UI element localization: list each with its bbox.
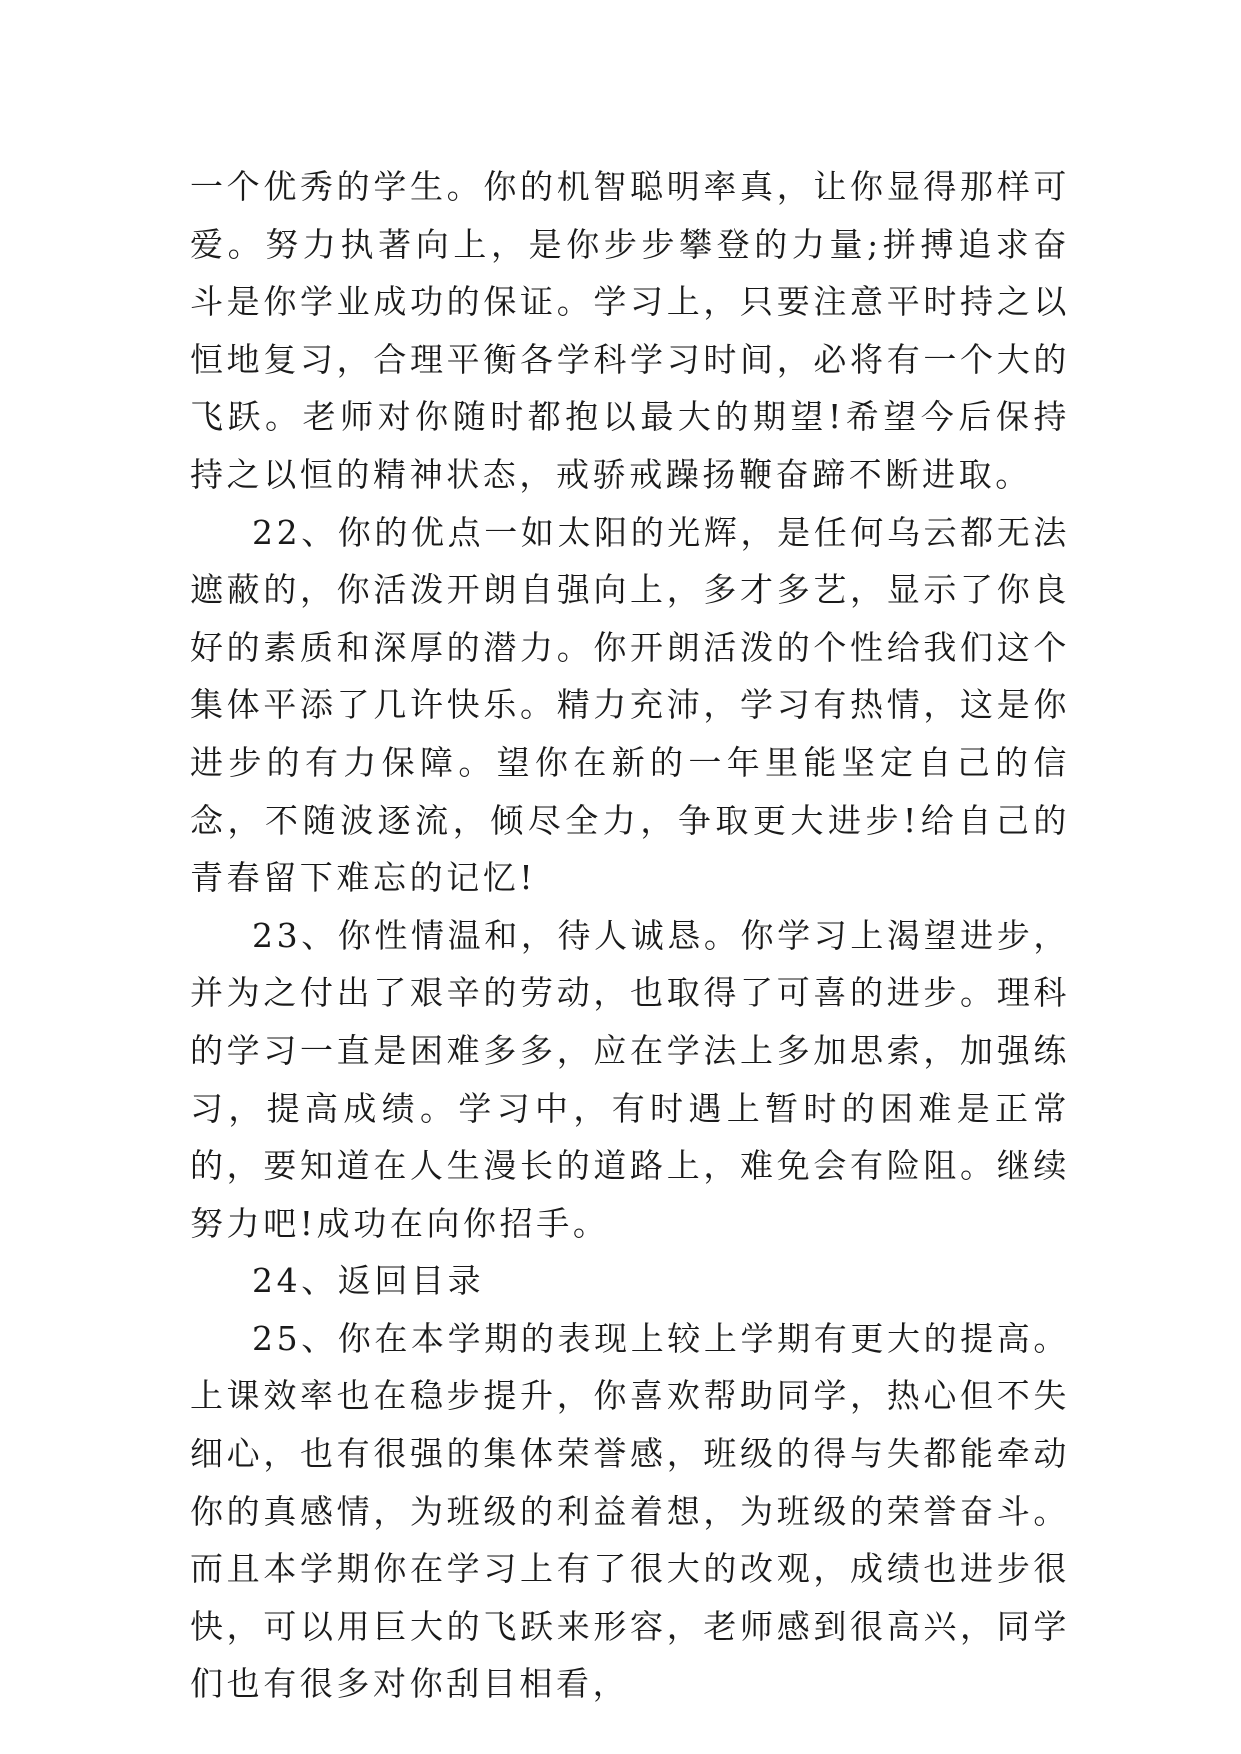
paragraph-25: 25、你在本学期的表现上较上学期有更大的提高。上课效率也在稳步提升，你喜欢帮助同学，热心但不失细心，也有很强的集体荣誉感，班级的得与失都能牵动你的真感情，为班级的利益着想，为班级的荣誉奋斗。而且本学期你在学习上有了很大的改观，成绩也进步很快，可以用巨大的飞跃来形容，老师感到很高兴，同学们也有很多对你刮目相看， (190, 1318, 1070, 1704)
paragraph-24-return-to-contents: 24、返回目录 (252, 1261, 485, 1301)
paragraph-22: 22、你的优点一如太阳的光辉，是任何乌云都无法遮蔽的，你活泼开朗自强向上，多才多艺，显示了你良好的素质和深厚的潜力。你开朗活泼的个性给我们这个集体平添了几许快乐。精力充沛，学习有热情，这是你进步的有力保障。望你在新的一年里能坚定自己的信念，不随波逐流，倾尽全力，争取更大进步!给自己的青春留下难忘的记忆! (190, 512, 1070, 898)
paragraph-23: 23、你性情温和，待人诚恳。你学习上渴望进步，并为之付出了艰辛的劳动，也取得了可喜的进步。理科的学习一直是困难多多，应在学法上多加思索，加强练习，提高成绩。学习中，有时遇上暂时的困难是正常的，要知道在人生漫长的道路上，难免会有险阻。继续努力吧!成功在向你招手。 (190, 915, 1070, 1243)
document-body (190, 158, 1070, 1713)
paragraph-continued: 一个优秀的学生。你的机智聪明率真，让你显得那样可爱。努力执著向上，是你步步攀登的力量;拼搏追求奋斗是你学业成功的保证。学习上，只要注意平时持之以恒地复习，合理平衡各学科学习时间，必将有一个大的飞跃。老师对你随时都抱以最大的期望!希望今后保持持之以恒的精神状态，戒骄戒躁扬鞭奋蹄不断进取。 (190, 167, 1070, 494)
